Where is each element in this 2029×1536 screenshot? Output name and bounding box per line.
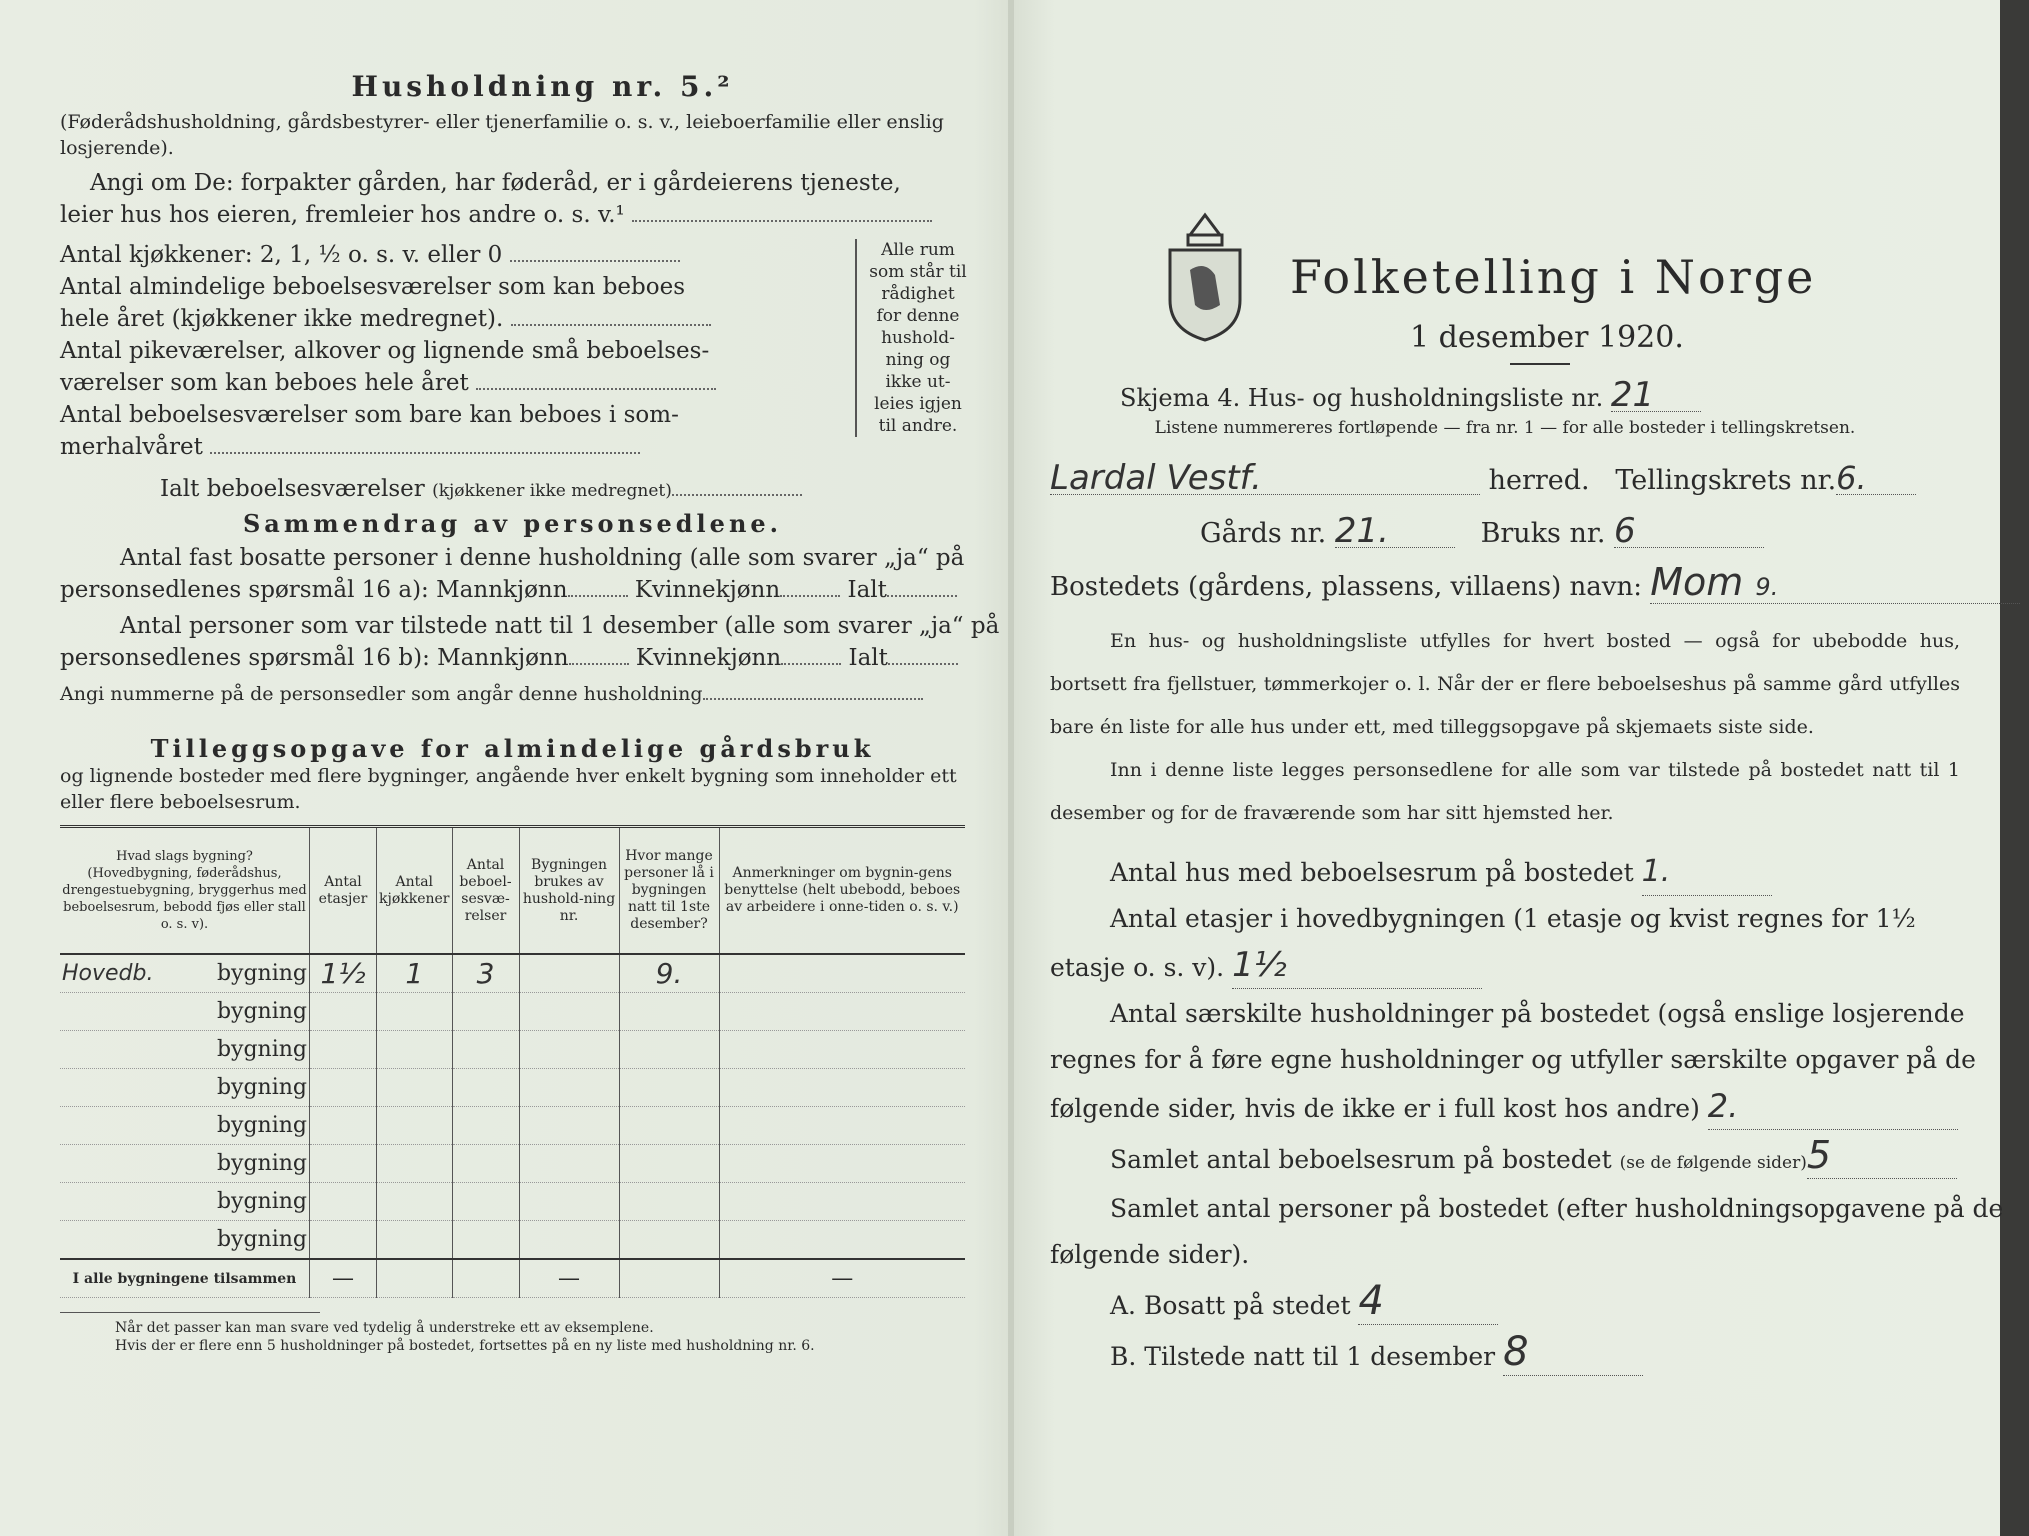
scan-edge bbox=[2000, 0, 2029, 1536]
left-page bbox=[60, 70, 1000, 1355]
footnote-1: Når det passer kan man svare ved tydelig å understreke ett av eksemplene. bbox=[115, 1320, 654, 1336]
intro-line-2: leier hus hos eieren, fremleier hos andre o. s. v.¹ bbox=[60, 199, 965, 231]
title-block bbox=[1050, 70, 1960, 304]
table-row: bygning bbox=[60, 1221, 965, 1260]
households-line-a: Antal særskilte husholdninger på bostedet (også enslige losjerende bbox=[1110, 999, 1965, 1028]
table-row: bygning bbox=[60, 1145, 965, 1183]
page-fold bbox=[1008, 0, 1014, 1536]
summary-line-1b: personsedlenes spørsmål 16 a): Mannkjønn Kvinnekjønn Ialt bbox=[60, 574, 965, 606]
table-total-row: I alle bygningene tilsammen — — — bbox=[60, 1259, 965, 1298]
side-note: Alle rum som står til rådighet for denne hushold- ning og ikke ut- leies igjen til andre. bbox=[855, 239, 973, 437]
table-row: bygning bbox=[60, 1183, 965, 1221]
household-title: Husholdning nr. 5.² bbox=[351, 70, 734, 103]
herred-line: Lardal Vestf. herred. Tellingskrets nr.6. bbox=[1050, 462, 1960, 497]
numbering-note: Listene nummereres fortløpende — fra nr. 1 — for alle bosteder i tellingskretsen. bbox=[1154, 418, 1856, 438]
rooms-line-1b: hele året (kjøkkener ikke medregnet). bbox=[60, 303, 820, 335]
households-line-c: følgende sider, hvis de ikke er i full kost hos andre) 2. bbox=[1050, 1083, 1960, 1132]
kitchens-line: Antal kjøkkener: 2, 1, ½ o. s. v. eller 0 bbox=[60, 239, 820, 271]
table-row: bygning bbox=[60, 993, 965, 1031]
gards-line: Gårds nr. 21. Bruks nr. 6 bbox=[1050, 515, 1960, 550]
intro-line-1: Angi om De: forpakter gården, har føderåd, er i gårdeierens tjeneste, bbox=[90, 170, 901, 196]
instructions-paragraph-2: Inn i denne liste legges personsedlene for alle som var tilstede på bostedet natt til 1 desember og for de fraværende som har sitt hjemsted her. bbox=[1050, 759, 1960, 824]
persons-line-b: følgende sider). bbox=[1050, 1240, 1250, 1269]
col-building-type: Hvad slags bygning? (Hovedbygning, føderådshus, drengestuebygning, bryggerhus med beboelsesrum, bebodd fjøs eller stall o. s. v). bbox=[60, 828, 310, 954]
extra-subtitle: og lignende bosteder med flere bygninger, angående hver enkelt bygning som inneholder ett eller flere beboelsesrum. bbox=[60, 765, 957, 813]
footnote-2: Hvis der er flere enn 5 husholdninger på bostedet, fortsettes på en ny liste med husholdning nr. 6. bbox=[115, 1338, 815, 1354]
present-line: B. Tilstede natt til 1 desember 8 bbox=[1050, 1329, 1960, 1380]
rooms-line-2a: Antal pikeværelser, alkover og lignende små beboelses- bbox=[60, 338, 710, 364]
table-row: bygning bbox=[60, 1031, 965, 1069]
census-date: 1 desember 1920. bbox=[1410, 320, 1684, 355]
persons-line-a: Samlet antal personer på bostedet (efter husholdningsopgavene på de bbox=[1110, 1194, 2004, 1223]
bosted-line: Bostedets (gårdens, plassens, villaens) navn: Mom 9. bbox=[1050, 566, 1960, 604]
table-row: Hovedb. bygning 1½ 1 3 9. bbox=[60, 954, 965, 993]
resident-line: A. Bosatt på stedet 4 bbox=[1050, 1278, 1960, 1329]
col-rooms: Antal beboel-sesvæ-relser bbox=[452, 828, 519, 954]
right-page bbox=[1050, 70, 2004, 1380]
rooms-line-1a: Antal almindelige beboelsesværelser som kan beboes bbox=[60, 274, 686, 300]
floors-line-a: Antal etasjer i hovedbygningen (1 etasje og kvist regnes for 1½ bbox=[1110, 904, 1916, 933]
floors-line-b: etasje o. s. v). 1½ bbox=[1050, 942, 1960, 991]
table-row: bygning bbox=[60, 1069, 965, 1107]
building-table-wrap bbox=[60, 825, 965, 1298]
households-line-b: regnes for å føre egne husholdninger og utfyller særskilte opgaver på de bbox=[1050, 1045, 1976, 1074]
col-household: Bygningen brukes av hushold-ning nr. bbox=[519, 828, 619, 954]
summary-title: Sammendrag av personsedlene. bbox=[242, 509, 783, 538]
instructions-paragraph-1: En hus- og husholdningsliste utfylles for hvert bosted — også for ubebodde hus, bortsett fra fjellstuer, tømmerkojer o. l. Når der er flere beboelseshus på samme gård utfylles bare én liste for alle hus under ett, med tilleggsopgave på skjemaets siste side. bbox=[1050, 630, 1960, 738]
schema-line: Skjema 4. Hus- og husholdningsliste nr. 21 bbox=[1050, 379, 1960, 414]
rooms-line: Samlet antal beboelsesrum på bostedet (se de følgende sider)5 bbox=[1050, 1132, 1960, 1186]
rooms-block bbox=[60, 239, 967, 502]
census-title: Folketelling i Norge bbox=[1290, 250, 1817, 304]
rooms-total-line: Ialt beboelsesværelser (kjøkkener ikke medregnet) bbox=[60, 473, 820, 507]
col-persons: Hvor mange personer lå i bygningen natt til 1ste desember? bbox=[619, 828, 719, 954]
extra-title: Tilleggsopgave for almindelige gårdsbruk bbox=[150, 734, 875, 763]
rooms-line-2b: værelser som kan beboes hele året bbox=[60, 367, 820, 399]
houses-line: Antal hus med beboelsesrum på bostedet 1. bbox=[1050, 849, 1960, 896]
numbers-line: Angi nummerne på de personsedler som angår denne husholdning bbox=[60, 678, 965, 710]
table-row: bygning bbox=[60, 1107, 965, 1145]
household-subtitle: (Føderådshusholdning, gårdsbestyrer- eller tjenerfamilie o. s. v., leieboerfamilie eller enslig losjerende). bbox=[60, 111, 944, 159]
building-table bbox=[60, 828, 965, 1298]
summary-line-2a: Antal personer som var tilstede natt til 1 desember (alle som svarer „ja“ på bbox=[120, 613, 1000, 639]
rooms-line-3b: merhalvåret bbox=[60, 431, 820, 463]
rooms-line-3a: Antal beboelsesværelser som bare kan beboes i som- bbox=[60, 402, 679, 428]
col-notes: Anmerkninger om bygnin-gens benyttelse (helt ubebodd, beboes av arbeidere i onne-tiden o. s. v.) bbox=[719, 828, 965, 954]
col-floors: Antal etasjer bbox=[310, 828, 377, 954]
summary-line-2b: personsedlenes spørsmål 16 b): Mannkjønn Kvinnekjønn Ialt bbox=[60, 642, 965, 674]
col-kitchens: Antal kjøkkener bbox=[377, 828, 453, 954]
summary-line-1a: Antal fast bosatte personer i denne husholdning (alle som svarer „ja“ på bbox=[120, 545, 965, 571]
coat-of-arms-icon bbox=[1160, 205, 1250, 345]
